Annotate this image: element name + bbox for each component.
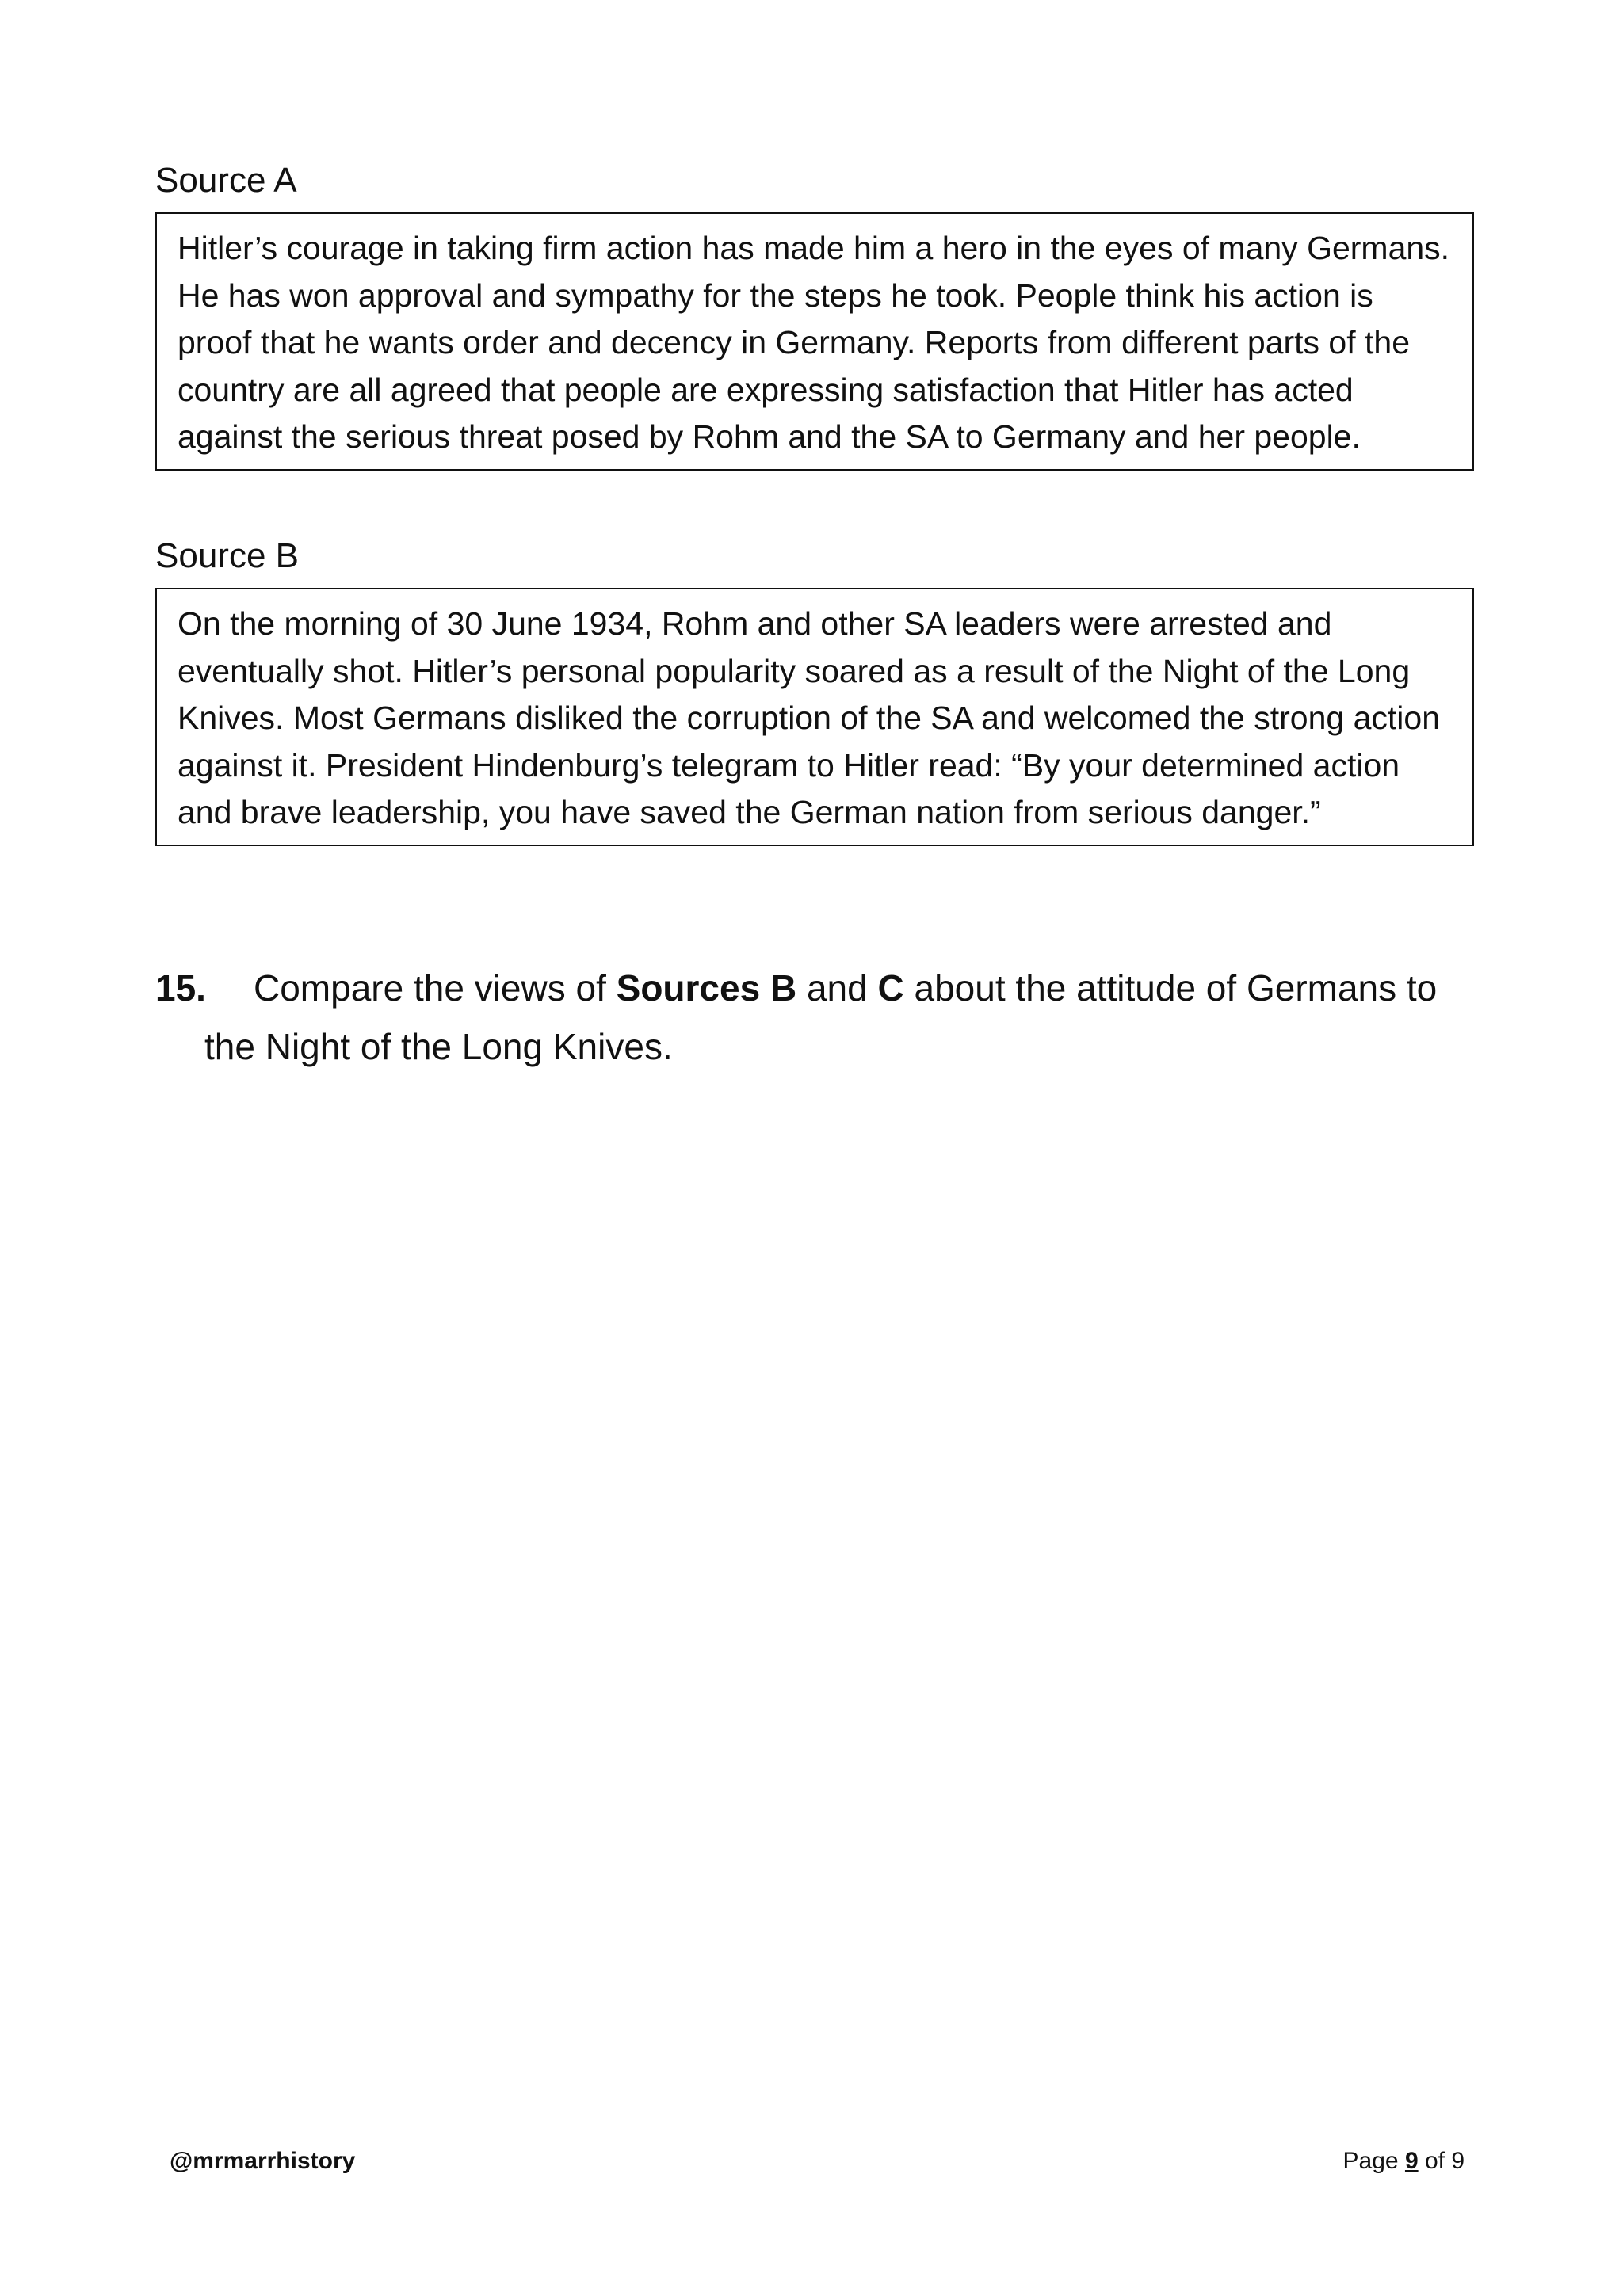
source-b-box <box>155 588 1474 846</box>
question-number: 15. <box>155 967 206 1009</box>
source-a-text: Hitler’s courage in taking firm action has made him a hero in the eyes of many Germans. He has won approval and sympathy for the steps he took. People think his action is proof that he wants order and decency in Germany. Reports from different parts of the country are all agreed that people are expressing satisfaction that Hitler has acted against the serious threat posed by Rohm and the SA to Germany and her people. <box>178 230 1450 455</box>
footer-handle: @mrmarrhistory <box>170 2148 356 2174</box>
question-bold-c: C <box>877 967 904 1009</box>
question-15 <box>155 959 1495 1076</box>
footer-page-number <box>1343 2145 1465 2177</box>
question-line-1 <box>155 959 1495 1017</box>
source-a-box <box>155 212 1474 471</box>
page-suffix: of 9 <box>1418 2148 1465 2174</box>
question-text-and: and <box>796 967 878 1009</box>
question-text-after: about the attitude of Germans to <box>903 967 1438 1009</box>
source-a-label: Source A <box>155 161 297 200</box>
page-prefix: Page <box>1342 2148 1405 2174</box>
source-b-text: On the morning of 30 June 1934, Rohm and other SA leaders were arrested and eventually shot. Hitler’s personal popularity soared as a result of the Night of the Long Knives. Most Germans disliked the corruption of the SA and welcomed the strong action against it. President Hindenburg’s telegram to Hitler read: “By your determined action and brave leadership, you have saved the German nation from serious danger.” <box>178 605 1440 830</box>
question-text-before: Compare the views of <box>254 967 617 1009</box>
question-bold-sources: Sources B <box>616 967 797 1009</box>
source-b-label: Source B <box>155 536 299 575</box>
page-current: 9 <box>1404 2148 1419 2174</box>
question-line-2: the Night of the Long Knives. <box>204 1026 673 1067</box>
